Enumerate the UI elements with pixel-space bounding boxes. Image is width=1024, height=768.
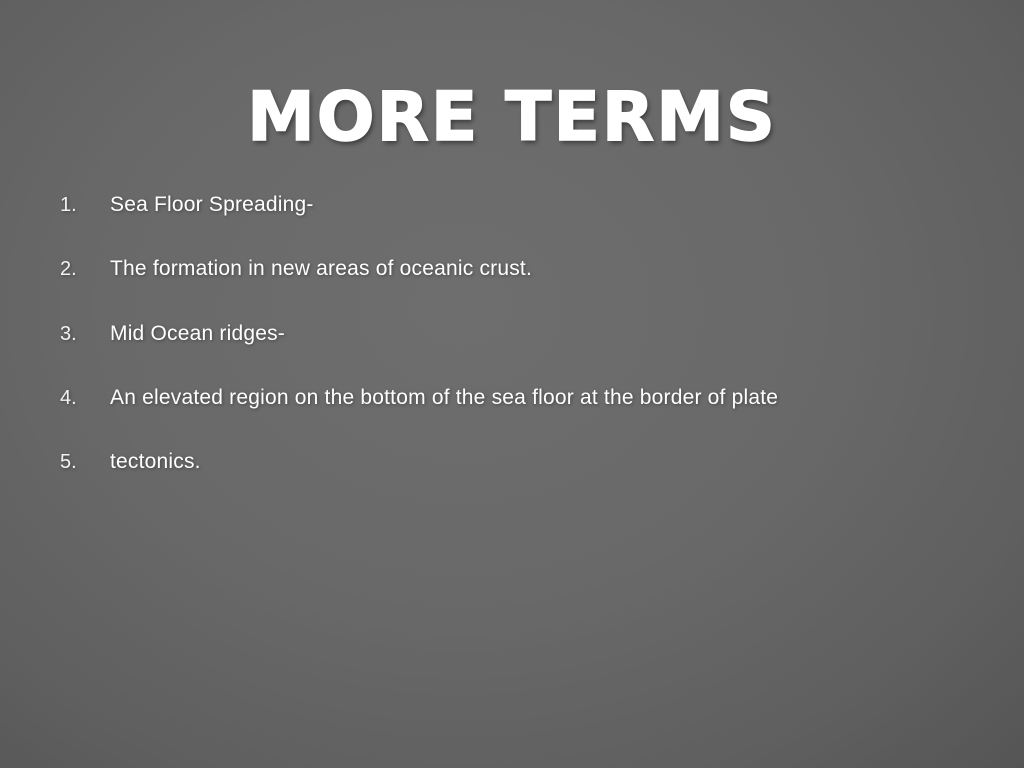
list-item [60,321,1010,347]
list-item-number: 1. [60,194,77,216]
list-item-number: 4. [60,386,77,409]
list-item [60,385,1010,411]
page-title: MORE TERMS [247,77,777,157]
list-item-label: tectonics. [110,450,201,473]
list-item-number: 2. [60,258,77,281]
list-item-label: Sea Floor Spreading- [110,193,314,216]
list-item-number: 3. [60,322,77,345]
list-item-label: The formation in new areas of oceanic crust. [110,257,533,281]
list-item-label: An elevated region on the bottom of the sea floor at the border of plate [110,385,779,409]
list-item [60,256,1010,282]
list-item-number: 5. [60,451,77,473]
list-item [60,449,1010,475]
terms-list [60,192,1010,513]
list-item-label: Mid Ocean ridges- [110,321,285,345]
list-item [60,192,1010,218]
